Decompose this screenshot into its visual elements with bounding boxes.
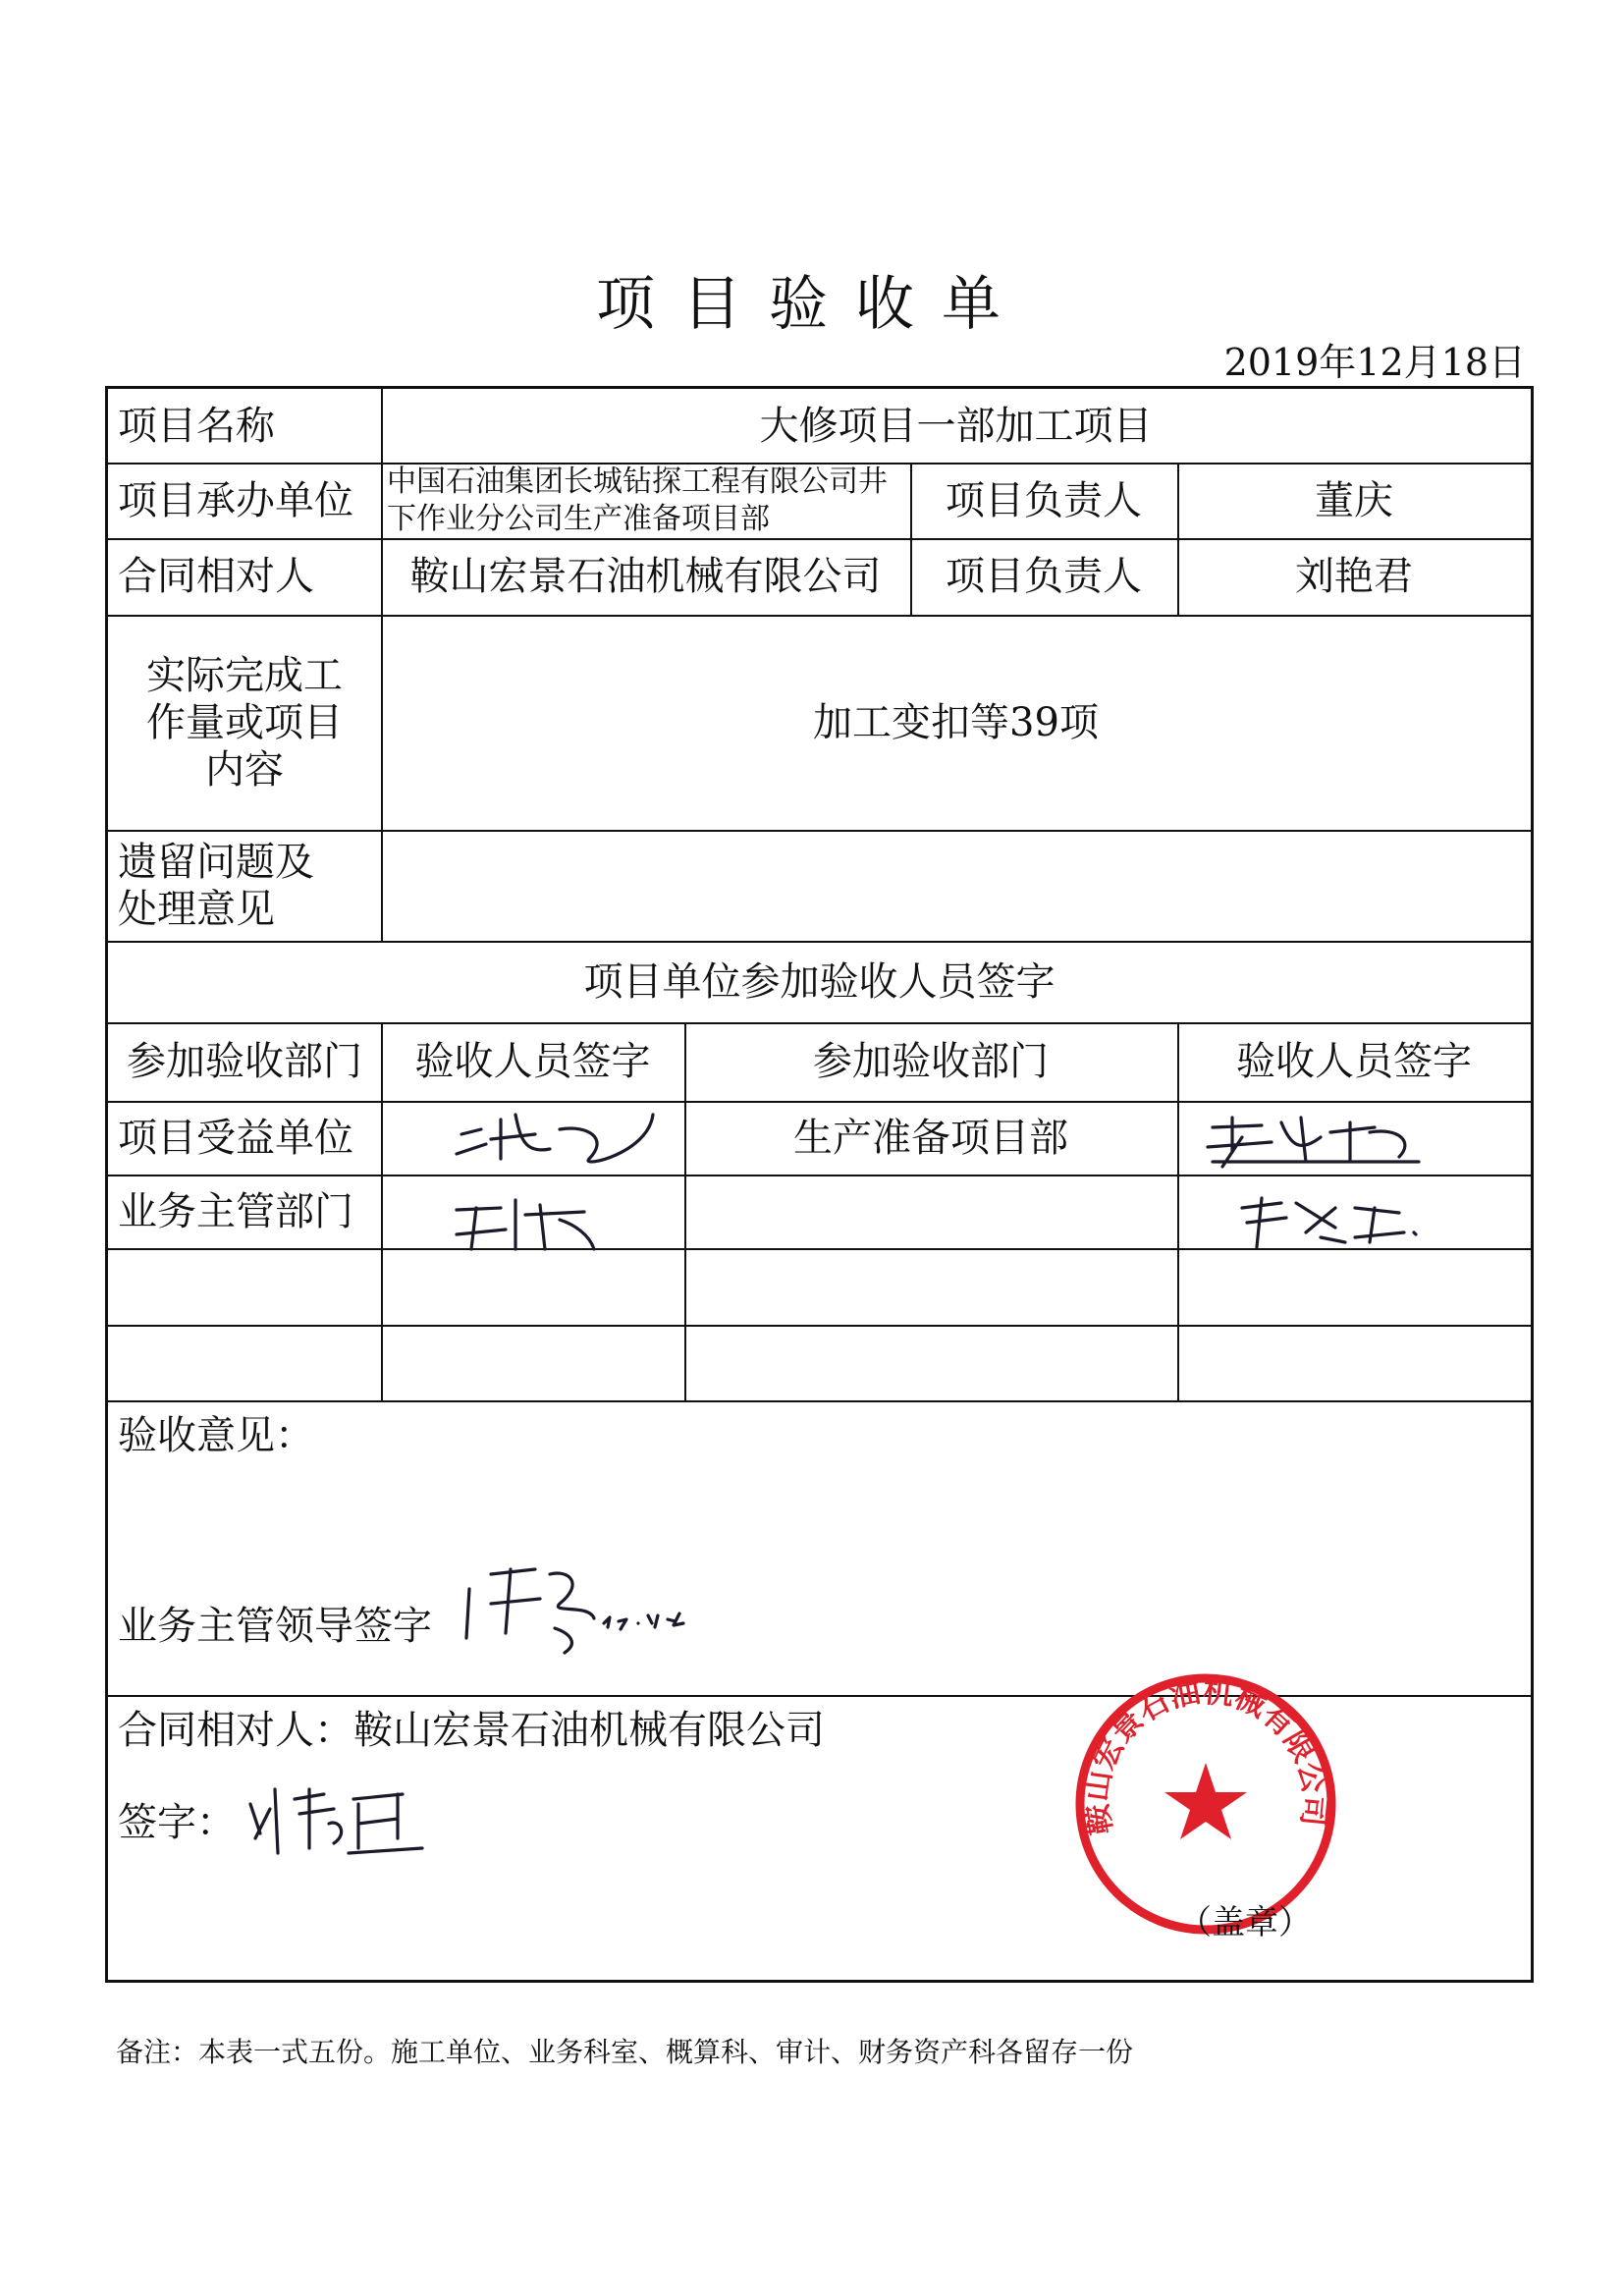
- project-name-label: 项目名称: [118, 403, 275, 449]
- sign-row-dept2: 生产准备项目部: [793, 1115, 1068, 1161]
- counterparty-label: 合同相对人: [118, 554, 314, 599]
- work-content-value: 加工变扣等39项: [813, 699, 1099, 745]
- signature-leader: [461, 1555, 785, 1663]
- svg-text:鞍山宏景石油机械有限公司: 鞍山宏景石油机械有限公司: [1079, 1673, 1332, 1837]
- project-name-value: 大修项目一部加工项目: [759, 403, 1153, 449]
- signature-business-dept: [447, 1190, 604, 1259]
- signature-production-dept: [1203, 1108, 1429, 1176]
- header-sign-1: 验收人员签字: [414, 1039, 651, 1084]
- counterparty-sign-label: 签字：: [118, 1800, 236, 1845]
- leader-sign-label: 业务主管领导签字: [118, 1604, 432, 1649]
- footer-note: 备注：本表一式五份。施工单位、业务科室、概算科、审计、财务资产科各留存一份: [116, 2036, 1134, 2068]
- counterparty-leader-value: 刘艳君: [1295, 554, 1413, 599]
- contractor-label: 项目承办单位: [118, 477, 353, 523]
- form-date: 2019年12月18日: [1223, 341, 1526, 384]
- sign-row-dept: 业务主管部门: [118, 1188, 353, 1234]
- header-dept-1: 参加验收部门: [127, 1039, 362, 1084]
- header-dept-2: 参加验收部门: [813, 1039, 1049, 1084]
- sign-row-dept: [108, 1325, 381, 1400]
- contractor-value: 中国石油集团长城钻探工程有限公司井下作业分公司生产准备项目部: [387, 465, 888, 536]
- header-sign-2: 验收人员签字: [1236, 1039, 1472, 1084]
- page-title: 项目验收单: [596, 270, 1028, 339]
- signing-section-title: 项目单位参加验收人员签字: [583, 958, 1056, 1005]
- sign-row-dept: [108, 1248, 381, 1325]
- counterparty-block-label: 合同相对人：鞍山宏景石油机械有限公司: [118, 1708, 825, 1753]
- issues-value: [381, 830, 1531, 941]
- stamp-label: （盖章）: [1178, 1903, 1312, 1942]
- work-content-label: 实际完成工作量或项目内容: [146, 652, 343, 793]
- contractor-leader-label: 项目负责人: [946, 477, 1142, 523]
- signature-beneficiary: [442, 1100, 668, 1178]
- sign-row-dept: 项目受益单位: [118, 1115, 353, 1161]
- acceptance-opinion-label: 验收意见：: [118, 1413, 314, 1458]
- counterparty-value: 鞍山宏景石油机械有限公司: [409, 554, 882, 599]
- sign-row-dept2: [684, 1248, 1177, 1325]
- sign-row-dept2: [684, 1325, 1177, 1400]
- signature-business-dept-2: [1227, 1188, 1424, 1257]
- sign-row-dept2: [684, 1175, 1177, 1248]
- issues-label: 遗留问题及处理意见: [118, 839, 314, 932]
- counterparty-leader-label: 项目负责人: [946, 554, 1142, 599]
- signature-counterparty: [241, 1779, 427, 1868]
- contractor-leader-value: 董庆: [1315, 477, 1393, 523]
